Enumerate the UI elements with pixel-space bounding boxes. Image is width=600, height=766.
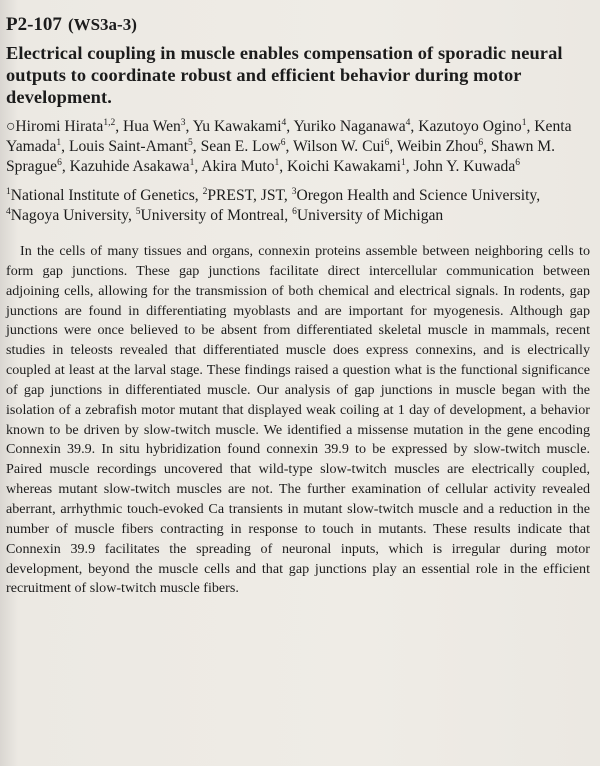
presenter-mark: ○ (6, 118, 16, 135)
author-affiliation-mark: 3 (180, 118, 186, 128)
author-affiliation-mark: 1 (521, 118, 527, 128)
author-name: John Y. Kuwada (413, 158, 516, 175)
paper-title: Electrical coupling in muscle enables compensation of sporadic neural outputs to coordinate robust and efficient behavior during motor development. (6, 43, 563, 107)
affiliation-name: University of Montreal (140, 207, 285, 224)
abstract-header (6, 14, 590, 36)
author-name: Yuriko Naganawa (293, 118, 406, 135)
affiliation-number: 4 (6, 207, 11, 217)
author-name: Louis Saint-Amant (68, 138, 189, 155)
author-name: Shawn M. Sprague (6, 138, 556, 175)
author-affiliation-mark: 1,2 (103, 118, 116, 128)
author-affiliation-mark: 1 (189, 158, 195, 168)
author-affiliation-mark: 6 (57, 158, 62, 168)
author-name: Hiromi Hirata (15, 118, 104, 135)
abstract-body (6, 242, 590, 599)
author-affiliation-mark: 1 (274, 158, 280, 168)
author-names: Hiromi Hirata$^{1,2}$, Hua Wen$^3$, Yu Kawakami$^4$, Yuriko Naganawa$^4$, Kazutoyo Ogino$^1$, Kenta Yamada$^1$, Louis Saint-Amant$^5$, Sean E. Low$^6$, Wilson W. Cui$^6$, Weibin Zhou$^6$, Shawn M. Sprague$^6$, Kazuhide Asakawa$^1$, Akira Muto$^1$, Koichi Kawakami$^1$, John Y. Kuwada$^6$ (6, 118, 572, 175)
session-code: (WS3a-3) (67, 15, 137, 34)
abstract-code: P2-107 (6, 14, 62, 35)
author-name: Akira Muto (201, 158, 275, 175)
affiliation-list: $^1$National Institute of Genetics, $^2$PREST, JST, $^3$Oregon Health and Science University, $^4$Nagoya University, $^5$University of Montreal, $^6$University of Michigan (6, 187, 541, 224)
author-affiliation-mark: 1 (400, 158, 406, 168)
affiliation-number: 2 (202, 187, 208, 197)
author-name: Sean E. Low (200, 138, 281, 155)
author-name: Kazuhide Asakawa (69, 158, 190, 175)
affiliation-name: Nagoya University (10, 207, 128, 224)
abstract-entry (6, 14, 590, 599)
author-affiliation-mark: 6 (515, 158, 521, 168)
author-name: Hua Wen (123, 118, 181, 135)
author-list (6, 117, 590, 177)
affiliation-number: 5 (135, 207, 141, 217)
author-name: Yu Kawakami (192, 118, 282, 135)
author-affiliation-mark: 1 (56, 138, 62, 148)
author-affiliation-mark: 6 (280, 138, 286, 148)
affiliation-number: 3 (291, 187, 297, 197)
affiliation-name: National Institute of Genetics (10, 187, 195, 204)
abstract-text: In the cells of many tissues and organs, connexin proteins assemble between neighboring cells to form gap junctions. These gap junctions facilitate direct intercellular communication between adjoining cells, allowing for the transmission of both chemical and electrical signals. In rodents, gap junctions are found in differentiating myoblasts and are important for myogenesis. Although gap junctions were once believed to be absent from differentiated skeletal muscle in mammals, recent studies in teleosts revealed that differentiated muscle does express connexins, and is electrically coupled at least at the larval stage. These findings raised a question what is the functional significance of gap junctions in differentiated muscle. Our analysis of gap junctions in muscle began with the isolation of a zebrafish motor mutant that displayed weak coiling at 1 day of development, a behavior known to be driven by slow-twitch muscle. We identified a missense mutation in the gene encoding Connexin 39.9. In situ hybridization found connexin 39.9 to be expressed by slow-twitch muscle. Paired muscle recordings uncovered that wild-type slow-twitch muscles are electrically coupled, whereas mutant slow-twitch muscles are not. The further examination of cellular activity revealed aberrant, arrhythmic touch-evoked Ca transients in mutant slow-twitch muscle and a reduction in the number of muscle fibers contracting in response to touch in mutants. These results indicate that Connexin 39.9 facilitates the spreading of neuronal inputs, which is irregular during motor development, beyond the muscle cells and that gap junctions play an essential role in the efficient recruitment of slow-twitch muscle fibers. (6, 243, 590, 597)
author-affiliation-mark: 5 (188, 138, 193, 148)
affiliation-number: 1 (6, 187, 11, 197)
author-affiliation-mark: 4 (405, 118, 411, 128)
author-name: Kazutoyo Ogino (418, 118, 522, 135)
author-affiliation-mark: 6 (478, 138, 484, 148)
author-name: Wilson W. Cui (292, 138, 385, 155)
affiliation-name: Oregon Health and Science University (296, 187, 537, 204)
author-affiliation-mark: 6 (384, 138, 390, 148)
affiliation-name: PREST, JST (207, 187, 284, 204)
affiliation-number: 6 (292, 207, 297, 217)
affiliation-name: University of Michigan (296, 207, 444, 224)
author-name: Koichi Kawakami (287, 158, 401, 175)
author-name: Weibin Zhou (396, 138, 479, 155)
author-affiliation-mark: 4 (281, 118, 287, 128)
author-name: Kenta Yamada (6, 118, 572, 155)
